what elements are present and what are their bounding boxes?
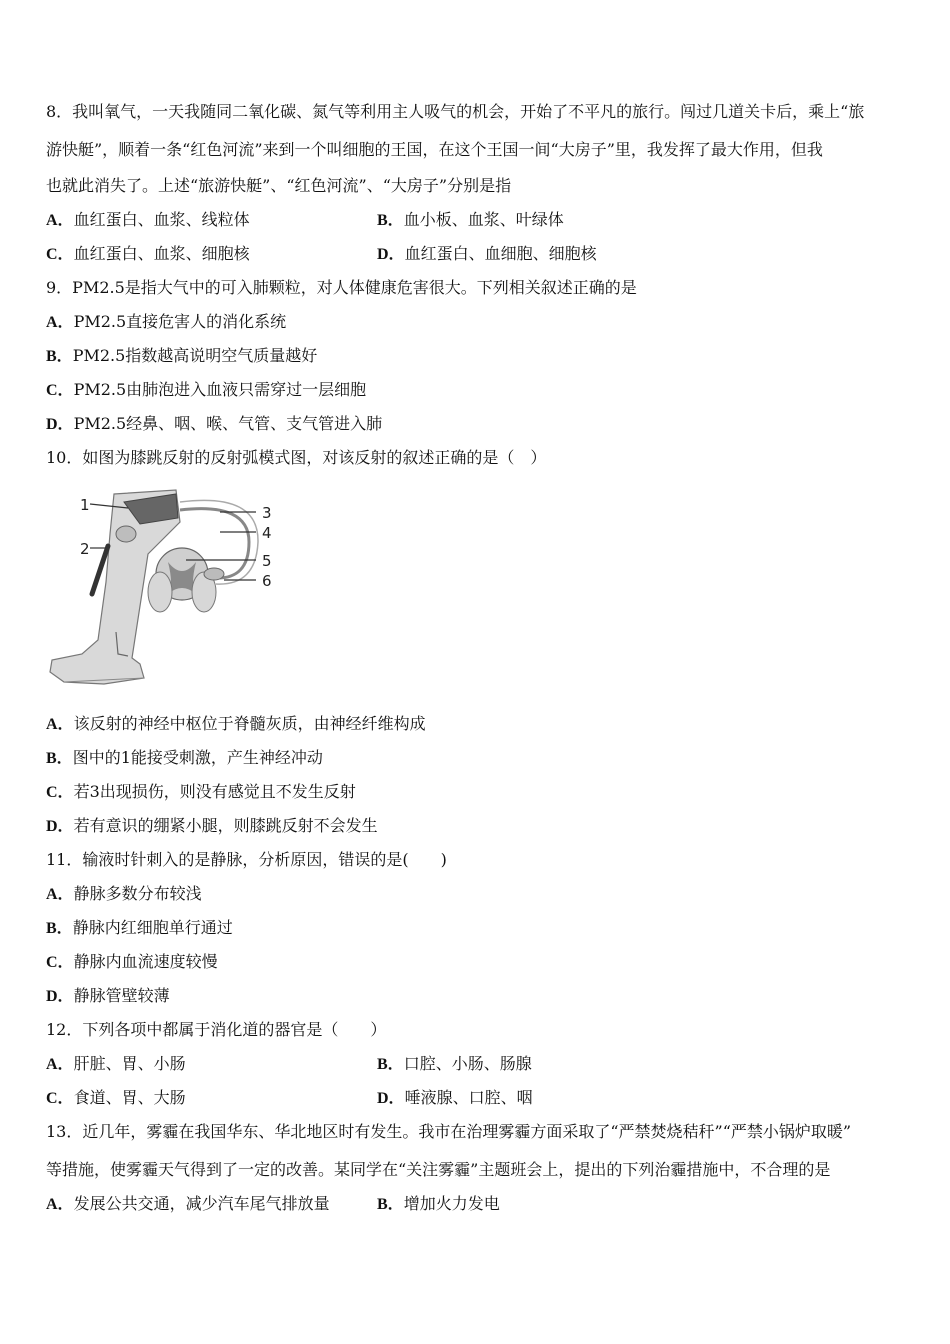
q10-option-d: D．若有意识的绷紧小腿，则膝跳反射不会发生: [46, 816, 378, 835]
figure-label-1: 1: [80, 496, 90, 514]
q9-option-a: A．PM2.5直接危害人的消化系统: [46, 312, 287, 331]
figure-label-2: 2: [80, 540, 90, 558]
q9-option-d: D．PM2.5经鼻、咽、喉、气管、支气管进入肺: [46, 414, 383, 433]
kneecap: [116, 526, 136, 542]
q13-option-b: B．增加火力发电: [377, 1194, 500, 1213]
q12-option-c: C．食道、胃、大肠: [46, 1088, 186, 1107]
q8-option-d: D．血红蛋白、血细胞、细胞核: [377, 244, 597, 263]
q13-stem-line2: 等措施，使雾霾天气得到了一定的改善。某同学在“关注雾霾”主题班会上，提出的下列治霾措施中，不合理的是: [46, 1160, 831, 1179]
q9-option-c: C．PM2.5由肺泡进入血液只需穿过一层细胞: [46, 380, 367, 399]
q11-option-b: B．静脉内红细胞单行通过: [46, 918, 233, 937]
q11-option-c: C．静脉内血流速度较慢: [46, 952, 218, 971]
q8-stem-line3: 也就此消失了。上述“旅游快艇”、“红色河流”、“大房子”分别是指: [46, 176, 512, 195]
q8-stem-line2: 游快艇”，顺着一条“红色河流”来到一个叫细胞的王国，在这个王国一间“大房子”里，我发挥了最大作用，但我: [46, 140, 823, 159]
q10-option-a: A．该反射的神经中枢位于脊髓灰质，由神经纤维构成: [46, 714, 426, 733]
q12-option-d: D．唾液腺、口腔、咽: [377, 1088, 533, 1107]
q10-option-c: C．若3出现损伤，则没有感觉且不发生反射: [46, 782, 356, 801]
q8-option-c: C．血红蛋白、血浆、细胞核: [46, 244, 250, 263]
q8-stem-line1: 8．我叫氧气，一天我随同二氧化碳、氮气等利用主人吸气的机会，开始了不平凡的旅行。闯过几道关卡后，乘上“旅: [46, 102, 865, 121]
knee-jerk-reflex-arc-figure: [44, 482, 284, 694]
figure-label-3: 3: [262, 504, 272, 522]
figure-label-5: 5: [262, 552, 272, 570]
q12-option-a: A．肝脏、胃、小肠: [46, 1054, 186, 1073]
q9-option-b: B．PM2.5指数越高说明空气质量越好: [46, 346, 318, 365]
figure-label-4: 4: [262, 524, 272, 542]
q8-option-b: B．血小板、血浆、叶绿体: [377, 210, 564, 229]
q8-option-a: A．血红蛋白、血浆、线粒体: [46, 210, 250, 229]
figure-label-6: 6: [262, 572, 272, 590]
q10-option-b: B．图中的1能接受刺激，产生神经冲动: [46, 748, 323, 767]
q12-stem: 12．下列各项中都属于消化道的器官是（ ）: [46, 1020, 387, 1039]
q13-option-a: A．发展公共交通，减少汽车尾气排放量: [46, 1194, 330, 1213]
q9-stem: 9．PM2.5是指大气中的可入肺颗粒，对人体健康危害很大。下列相关叙述正确的是: [46, 278, 637, 297]
q11-stem: 11．输液时针刺入的是静脉，分析原因，错误的是( ): [46, 850, 447, 869]
q13-stem-line1: 13．近几年，雾霾在我国华东、华北地区时有发生。我市在治理雾霾方面采取了“严禁焚烧秸秆”“严禁小锅炉取暖”: [46, 1122, 852, 1141]
q11-option-a: A．静脉多数分布较浅: [46, 884, 202, 903]
q11-option-d: D．静脉管壁较薄: [46, 986, 170, 1005]
q10-stem: 10．如图为膝跳反射的反射弧模式图，对该反射的叙述正确的是（ ）: [46, 448, 547, 467]
q12-option-b: B．口腔、小肠、肠腺: [377, 1054, 532, 1073]
